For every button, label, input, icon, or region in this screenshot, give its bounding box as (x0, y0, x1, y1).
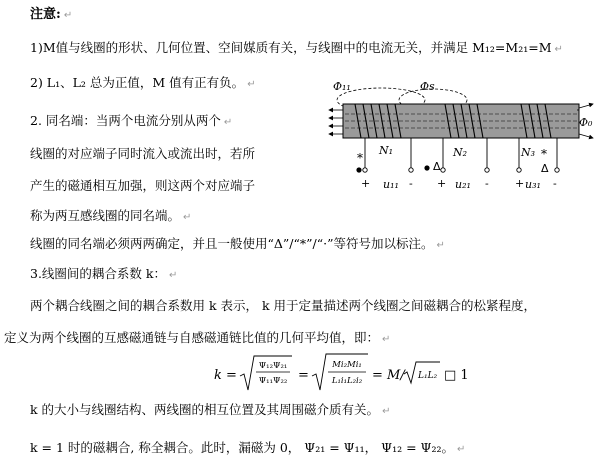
formula-lhs: k = (214, 368, 237, 383)
minus-sign-1: - (409, 177, 413, 190)
formula-den-1: Ψ₁₁Ψ₂₂ (258, 376, 288, 386)
text-line-12-content: k = 1 时的磁耦合, 称全耦合。此时，漏磁为 0， Ψ₂₁ = Ψ₁₁， Ψ₁₂ = Ψ₂₂。 (30, 440, 455, 455)
paragraph-mark-icon: ↵ (457, 444, 466, 455)
flux-arrow-right-2 (579, 134, 593, 138)
text-line-8-content: 3.线圈间的耦合系数 k： (30, 266, 166, 281)
phi11-label: Φ₁₁ (333, 80, 351, 93)
text-line-4-content: 线圈的对应端子同时流入或流出时，若所 (30, 146, 256, 161)
coupling-coefficient-formula (210, 352, 470, 396)
paragraph-mark-icon: ↵ (247, 79, 256, 90)
paragraph-mark-icon: ↵ (554, 44, 563, 55)
text-line-11 (30, 402, 390, 420)
plus-sign-1: + (361, 177, 371, 190)
formula-rad-3: L₁L₂ (418, 371, 438, 381)
coupled-coils-diagram (325, 78, 611, 200)
text-line-5-content: 产生的磁通相互加强，则这两个对应端子 (30, 178, 256, 193)
formula-den-2: L₁i₁L₂i₂ (331, 376, 363, 386)
u11-label: u₁₁ (383, 178, 399, 191)
paragraph-mark-icon: ↵ (436, 240, 445, 251)
minus-sign-2: - (485, 177, 489, 190)
star-mark-coil3: * (541, 147, 547, 161)
u31-label: u₃₁ (525, 178, 541, 191)
text-line-7-content: 线圈的同名端必须两两确定，并且一般使用“Δ”/“*”/“·”等符号加以标注。 (30, 236, 434, 251)
text-line-3-content: 2. 同名端：当两个电流分别从两个 (30, 113, 221, 128)
formula-num-1: Ψ₁₂Ψ₂₁ (258, 361, 288, 371)
formula-equals: = (298, 368, 309, 383)
paragraph-mark-icon: ↵ (168, 270, 178, 281)
delta-mark-coil2: Δ (433, 160, 441, 173)
text-line-8 (30, 266, 177, 284)
phi0-label: Φ₀ (579, 116, 593, 129)
flux-arrow-right-3 (579, 104, 593, 108)
paragraph-mark-icon: ↵ (382, 334, 391, 345)
dot-mark-star: * (357, 151, 363, 165)
terminal-nodes (363, 168, 559, 172)
text-line-10-content: 定义为两个线圈的互感磁通链与自感磁通链比值的几何平均值，即： (4, 330, 380, 345)
text-line-9-content: 两个耦合线圈之间的耦合系数用 k 表示， k 用于定量描述两个线圈之间磁耦合的松紧程度， (30, 298, 537, 313)
phis-label: Φs (420, 80, 435, 93)
text-line-6-content: 称为两互感线圈的同名端。 (30, 208, 181, 223)
text-line-2-content: 2) L₁、L₂ 总为正值，M 值有正有负。 (30, 75, 245, 90)
text-line-10 (4, 330, 390, 348)
paragraph-mark-icon: ↵ (382, 406, 391, 417)
minus-sign-3: - (553, 177, 557, 190)
u21-label: u₂₁ (455, 178, 471, 191)
delta-mark-coil3: Δ (541, 162, 549, 175)
text-line-1 (30, 40, 563, 58)
text-line-9 (30, 298, 536, 314)
text-line-12 (30, 440, 465, 458)
formula-tail: □ 1 (444, 368, 469, 383)
note-heading (30, 6, 72, 24)
plus-sign-2: + (437, 177, 447, 190)
text-line-6 (30, 208, 191, 226)
text-line-11-content: k 的大小与线圈结构、两线圈的相互位置及其周围磁介质有关。 (30, 402, 380, 417)
plus-sign-3: + (515, 177, 525, 190)
paragraph-mark-icon: ↵ (223, 117, 233, 128)
coil-n3-label: N₃ (521, 146, 536, 159)
note-title: 注意: (30, 7, 61, 22)
formula-num-2: Mi₂Mi₁ (332, 360, 362, 370)
dot-mark-filled (356, 167, 361, 172)
paragraph-mark-icon: ↵ (63, 10, 73, 21)
paragraph-mark-icon: ↵ (183, 212, 192, 223)
text-line-3 (30, 113, 232, 131)
coil-n1-label: N₁ (379, 144, 394, 157)
text-line-2 (30, 75, 256, 93)
text-line-7 (30, 236, 445, 254)
formula-m-over: = M/ (372, 368, 405, 383)
text-line-5 (30, 178, 255, 194)
dot-mark-coil2 (424, 165, 429, 170)
text-line-4 (30, 146, 255, 162)
coil-n2-label: N₂ (453, 146, 468, 159)
text-line-1-content: 1)M值与线圈的形状、几何位置、空间媒质有关，与线圈中的电流无关，并满足 M₁₂=M₂₁=M (30, 40, 552, 55)
